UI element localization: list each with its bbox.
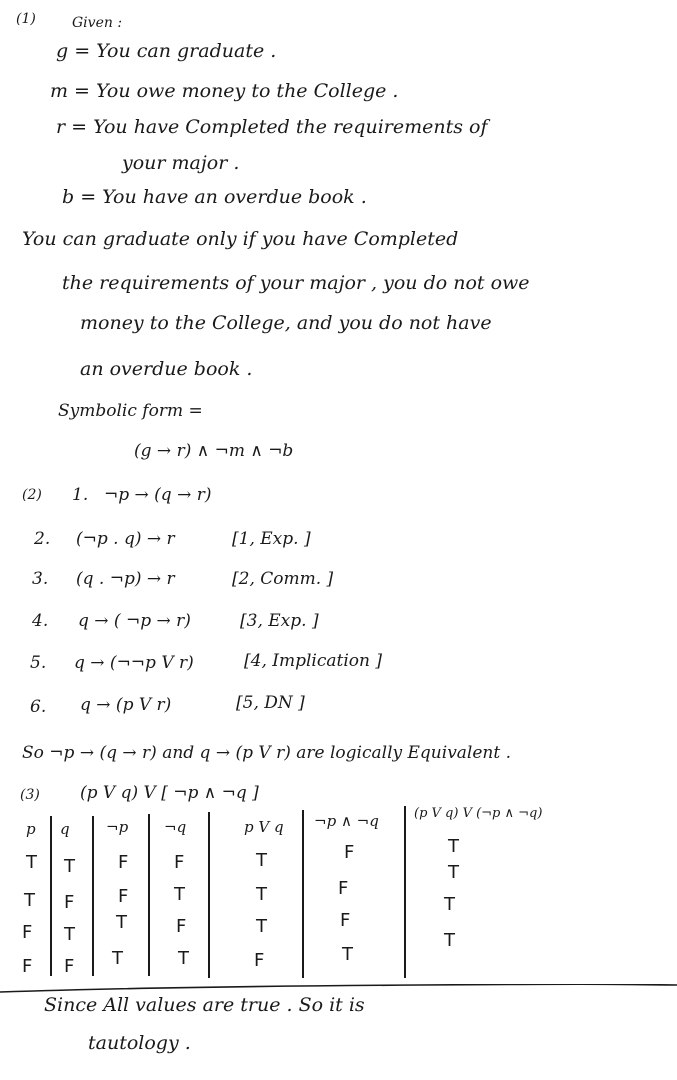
cell-r3-final: T [444,894,455,915]
cell-r4-not-p: T [112,948,123,969]
step-3-reason: [2, Comm. ] [232,569,334,589]
closing-line-2: tautology . [88,1032,191,1054]
cell-r1-not-q: F [174,852,185,873]
symbolic-form-expression: (g → r) ∧ ¬m ∧ ¬b [134,441,294,461]
step-5-expression: q → (¬¬p V r) [74,653,194,673]
step-4-expression: q → ( ¬p → r) [78,611,191,631]
definition-g: g = You can graduate . [56,40,277,62]
cell-r2-final: T [448,862,459,883]
cell-r2-not-p-and-not-q: F [338,878,349,899]
cell-r4-q: F [64,956,75,977]
symbolic-form-label: Symbolic form = [58,401,203,421]
cell-r1-p-or-q: T [256,850,267,871]
cell-r4-not-p-and-not-q: T [342,944,353,965]
given-heading: Given : [72,15,123,31]
table-divider [302,810,304,978]
table-divider [208,812,210,978]
closing-line-1: Since All values are true . So it is [44,994,365,1016]
table-divider [92,816,94,976]
cell-r1-q: T [64,856,75,877]
cell-r3-p-or-q: T [256,916,267,937]
cell-r4-p-or-q: F [254,950,265,971]
tautology-expression: (p V q) V [ ¬p ∧ ¬q ] [80,783,259,803]
cell-r3-p: F [22,922,33,943]
divider-line [0,984,677,994]
definition-m: m = You owe money to the College . [50,80,399,102]
step-3-expression: (q . ¬p) → r [76,569,175,589]
step-6-expression: q → (p V r) [80,695,172,715]
cell-r3-not-p-and-not-q: F [340,910,351,931]
cell-r3-not-p: T [116,912,127,933]
cell-r2-q: F [64,892,75,913]
cell-r1-final: T [448,836,459,857]
step-3-number: 3. [32,569,49,589]
step-5-reason: [4, Implication ] [244,651,382,671]
cell-r1-p: T [26,852,37,873]
statement-line-4: an overdue book . [80,358,253,380]
question-2-number: (2) [22,487,42,503]
step-1-number: 1. [72,485,89,505]
header-not-p-and-not-q: ¬p ∧ ¬q [314,812,379,830]
cell-r2-p-or-q: T [256,884,267,905]
cell-r2-not-q: T [174,884,185,905]
definition-r: r = You have Completed the requirements of [56,116,488,138]
cell-r2-not-p: F [118,886,129,907]
step-4-reason: [3, Exp. ] [240,611,319,631]
cell-r1-not-p: F [118,852,129,873]
step-5-number: 5. [30,653,47,673]
header-p-or-q: p V q [244,818,284,836]
question-1-number: (1) [16,11,36,27]
header-not-q: ¬q [164,818,187,836]
step-2-number: 2. [34,529,51,549]
table-divider [404,806,406,978]
step-4-number: 4. [32,611,49,631]
statement-line-3: money to the College, and you do not have [80,312,492,334]
cell-extra-final: T [444,930,455,951]
statement-line-2: the requirements of your major , you do not owe [62,272,530,294]
header-p: p [26,820,36,838]
step-1-expression: ¬p → (q → r) [104,485,212,505]
cell-r4-not-q: T [178,948,189,969]
question-3-number: (3) [20,787,40,803]
header-q: q [60,820,70,838]
cell-r2-p: T [24,890,35,911]
step-2-expression: (¬p . q) → r [76,529,175,549]
table-divider [148,814,150,976]
definition-r-continued: your major . [122,152,240,174]
definition-b: b = You have an overdue book . [62,186,367,208]
table-divider [50,816,52,976]
equivalence-conclusion: So ¬p → (q → r) and q → (p V r) are logically Equivalent . [22,743,512,763]
step-6-reason: [5, DN ] [236,693,305,713]
cell-r4-p: F [22,956,33,977]
statement-line-1: You can graduate only if you have Completed [22,228,459,250]
header-not-p: ¬p [106,818,129,836]
cell-r1-not-p-and-not-q: F [344,842,355,863]
header-final: (p V q) V (¬p ∧ ¬q) [414,806,543,821]
cell-r3-q: T [64,924,75,945]
cell-r3-not-q: F [176,916,187,937]
step-2-reason: [1, Exp. ] [232,529,311,549]
step-6-number: 6. [30,697,47,717]
